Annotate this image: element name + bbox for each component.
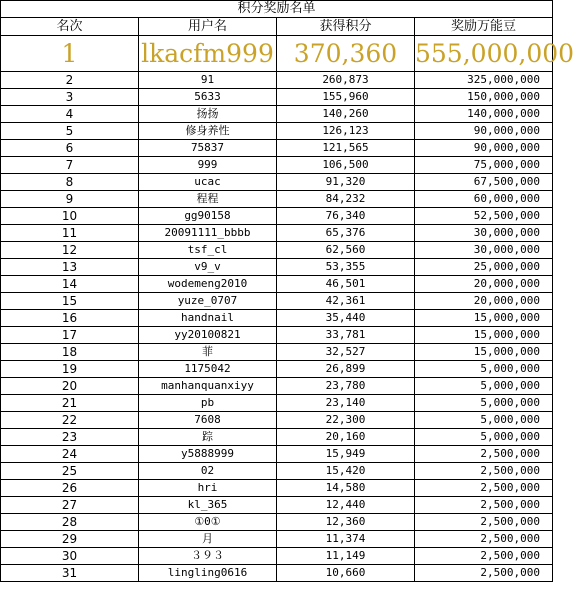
username-cell: handnail: [139, 310, 277, 327]
table-row: [1, 259, 553, 276]
username-cell: 20091111_bbbb: [139, 225, 277, 242]
username-cell: wodemeng2010: [139, 276, 277, 293]
points-cell: 15,420: [277, 463, 415, 480]
rank-cell: 3: [1, 89, 139, 106]
rank-cell: 7: [1, 157, 139, 174]
reward-cell: 75,000,000: [415, 157, 553, 174]
table-row: [1, 106, 553, 123]
rank-cell: 17: [1, 327, 139, 344]
points-cell: 140,260: [277, 106, 415, 123]
points-cell: 12,360: [277, 514, 415, 531]
points-cell: 22,300: [277, 412, 415, 429]
reward-cell: 5,000,000: [415, 395, 553, 412]
username-cell: 1175042: [139, 361, 277, 378]
table-row: [1, 123, 553, 140]
table-row: [1, 446, 553, 463]
reward-cell: 2,500,000: [415, 497, 553, 514]
username-cell: 7608: [139, 412, 277, 429]
username-cell: manhanquanxiyy: [139, 378, 277, 395]
points-cell: 91,320: [277, 174, 415, 191]
username-cell: hri: [139, 480, 277, 497]
reward-cell: 2,500,000: [415, 514, 553, 531]
table-row: [1, 191, 553, 208]
points-cell: 260,873: [277, 72, 415, 89]
points-cell: 23,780: [277, 378, 415, 395]
reward-cell: 2,500,000: [415, 480, 553, 497]
points-cell: 370,360: [277, 36, 415, 72]
rank-cell: 10: [1, 208, 139, 225]
username-cell: tsf_cl: [139, 242, 277, 259]
table-row: [1, 327, 553, 344]
rank-cell: 28: [1, 514, 139, 531]
reward-cell: 2,500,000: [415, 548, 553, 565]
table-row: [1, 242, 553, 259]
username-cell: ３９３: [139, 548, 277, 565]
rank-cell: 16: [1, 310, 139, 327]
points-cell: 42,361: [277, 293, 415, 310]
username-cell: kl_365: [139, 497, 277, 514]
table-row: [1, 548, 553, 565]
points-cell: 32,527: [277, 344, 415, 361]
points-cell: 46,501: [277, 276, 415, 293]
table-row: [1, 72, 553, 89]
points-cell: 23,140: [277, 395, 415, 412]
rank-cell: 13: [1, 259, 139, 276]
points-cell: 84,232: [277, 191, 415, 208]
table-row: [1, 293, 553, 310]
table-title: 积分奖励名单: [1, 1, 553, 18]
rank-cell: 23: [1, 429, 139, 446]
points-cell: 11,374: [277, 531, 415, 548]
username-cell: yy20100821: [139, 327, 277, 344]
points-cell: 33,781: [277, 327, 415, 344]
table-row: [1, 276, 553, 293]
reward-cell: 60,000,000: [415, 191, 553, 208]
username-cell: 02: [139, 463, 277, 480]
table-row: [1, 140, 553, 157]
reward-cell: 150,000,000: [415, 89, 553, 106]
reward-cell: 20,000,000: [415, 293, 553, 310]
username-cell: 999: [139, 157, 277, 174]
header-reward: 奖励万能豆: [415, 18, 553, 36]
rank-cell: 29: [1, 531, 139, 548]
title-row: [1, 1, 553, 18]
points-cell: 65,376: [277, 225, 415, 242]
username-cell: 月: [139, 531, 277, 548]
rank-cell: 30: [1, 548, 139, 565]
points-cell: 106,500: [277, 157, 415, 174]
username-cell: y5888999: [139, 446, 277, 463]
username-cell: pb: [139, 395, 277, 412]
points-cell: 76,340: [277, 208, 415, 225]
reward-cell: 15,000,000: [415, 327, 553, 344]
table-row: [1, 480, 553, 497]
username-cell: yuze_0707: [139, 293, 277, 310]
reward-cell: 140,000,000: [415, 106, 553, 123]
username-cell: 修身养性: [139, 123, 277, 140]
table-row: [1, 463, 553, 480]
reward-cell: 30,000,000: [415, 225, 553, 242]
table-row: [1, 310, 553, 327]
points-cell: 20,160: [277, 429, 415, 446]
rank-cell: 24: [1, 446, 139, 463]
rank-cell: 1: [1, 36, 139, 72]
reward-cell: 5,000,000: [415, 378, 553, 395]
reward-cell: 5,000,000: [415, 429, 553, 446]
username-cell: v9_v: [139, 259, 277, 276]
table-row: [1, 395, 553, 412]
username-cell: lingling0616: [139, 565, 277, 582]
username-cell: 菲: [139, 344, 277, 361]
table-row: [1, 412, 553, 429]
rank-cell: 19: [1, 361, 139, 378]
points-cell: 155,960: [277, 89, 415, 106]
reward-cell: 67,500,000: [415, 174, 553, 191]
table-row: [1, 344, 553, 361]
header-username: 用户名: [139, 18, 277, 36]
reward-cell: 555,000,000: [415, 36, 553, 72]
rank-cell: 31: [1, 565, 139, 582]
reward-cell: 5,000,000: [415, 361, 553, 378]
rank-cell: 18: [1, 344, 139, 361]
rank-cell: 6: [1, 140, 139, 157]
rank-cell: 12: [1, 242, 139, 259]
points-cell: 53,355: [277, 259, 415, 276]
table-row: [1, 36, 553, 72]
table-row: [1, 531, 553, 548]
reward-cell: 30,000,000: [415, 242, 553, 259]
points-cell: 15,949: [277, 446, 415, 463]
table-row: [1, 514, 553, 531]
reward-cell: 20,000,000: [415, 276, 553, 293]
points-cell: 12,440: [277, 497, 415, 514]
username-cell: 91: [139, 72, 277, 89]
points-cell: 126,123: [277, 123, 415, 140]
reward-cell: 25,000,000: [415, 259, 553, 276]
rank-cell: 20: [1, 378, 139, 395]
table-row: [1, 157, 553, 174]
username-cell: 5633: [139, 89, 277, 106]
reward-cell: 2,500,000: [415, 446, 553, 463]
rank-cell: 14: [1, 276, 139, 293]
rank-cell: 8: [1, 174, 139, 191]
reward-cell: 325,000,000: [415, 72, 553, 89]
rank-cell: 15: [1, 293, 139, 310]
rank-cell: 5: [1, 123, 139, 140]
points-cell: 121,565: [277, 140, 415, 157]
reward-cell: 90,000,000: [415, 140, 553, 157]
points-cell: 14,580: [277, 480, 415, 497]
username-cell: 踪: [139, 429, 277, 446]
username-cell: 扬扬: [139, 106, 277, 123]
username-cell: lkacfm999: [139, 36, 277, 72]
reward-cell: 15,000,000: [415, 310, 553, 327]
table-row: [1, 429, 553, 446]
points-cell: 10,660: [277, 565, 415, 582]
header-points: 获得积分: [277, 18, 415, 36]
table-row: [1, 89, 553, 106]
rank-cell: 21: [1, 395, 139, 412]
rank-cell: 11: [1, 225, 139, 242]
username-cell: 程程: [139, 191, 277, 208]
points-cell: 62,560: [277, 242, 415, 259]
points-cell: 11,149: [277, 548, 415, 565]
table-row: [1, 565, 553, 582]
rank-cell: 4: [1, 106, 139, 123]
rank-cell: 9: [1, 191, 139, 208]
reward-cell: 2,500,000: [415, 531, 553, 548]
table-row: [1, 174, 553, 191]
reward-cell: 90,000,000: [415, 123, 553, 140]
reward-cell: 2,500,000: [415, 565, 553, 582]
rank-cell: 27: [1, 497, 139, 514]
rank-cell: 2: [1, 72, 139, 89]
rank-cell: 25: [1, 463, 139, 480]
reward-cell: 2,500,000: [415, 463, 553, 480]
table-row: [1, 497, 553, 514]
header-row: [1, 18, 553, 36]
username-cell: ①0①: [139, 514, 277, 531]
points-cell: 26,899: [277, 361, 415, 378]
username-cell: ucac: [139, 174, 277, 191]
table-row: [1, 361, 553, 378]
rank-cell: 26: [1, 480, 139, 497]
reward-cell: 52,500,000: [415, 208, 553, 225]
header-rank: 名次: [1, 18, 139, 36]
points-cell: 35,440: [277, 310, 415, 327]
reward-cell: 15,000,000: [415, 344, 553, 361]
table-row: [1, 225, 553, 242]
reward-cell: 5,000,000: [415, 412, 553, 429]
rank-cell: 22: [1, 412, 139, 429]
table-row: [1, 208, 553, 225]
username-cell: 75837: [139, 140, 277, 157]
table-row: [1, 378, 553, 395]
username-cell: gg90158: [139, 208, 277, 225]
